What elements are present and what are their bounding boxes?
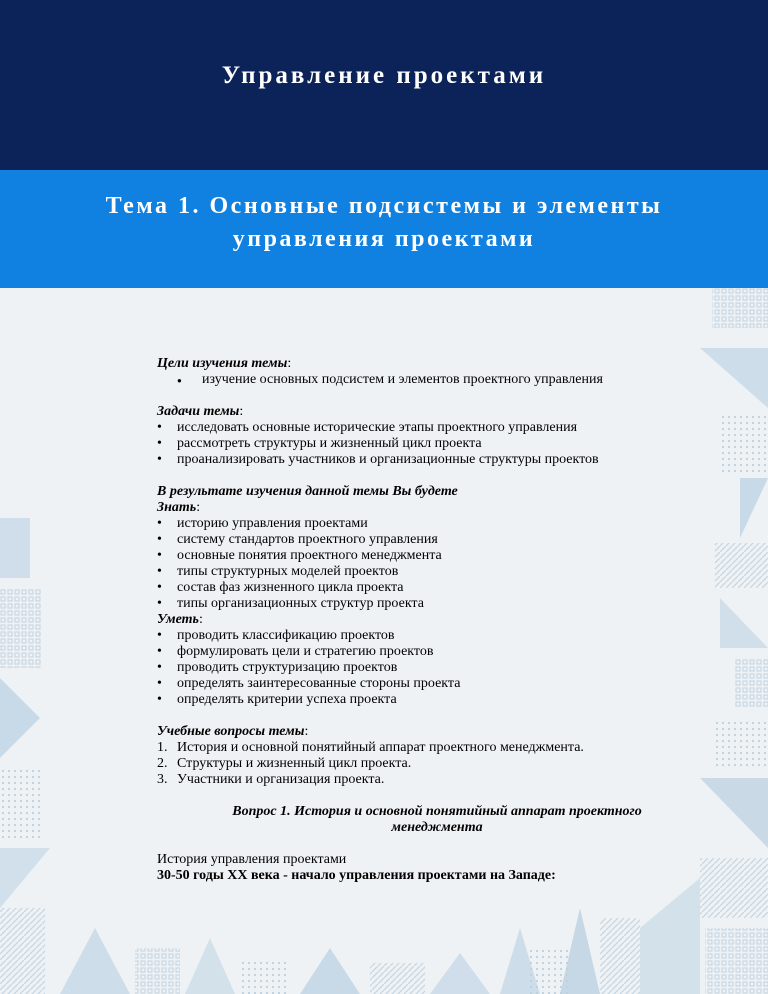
list-item: • определять заинтересованные стороны проекта [157, 676, 717, 692]
questions-list [157, 740, 717, 788]
goals-heading-line: Цели изучения темы: [157, 356, 292, 371]
list-item [157, 740, 717, 756]
results-heading: В результате изучения данной темы Вы будете [157, 484, 458, 499]
history-heading: История управления проектами [157, 852, 347, 867]
know-heading-line: Знать: [157, 500, 201, 515]
can-list [157, 628, 717, 708]
item-number: 2. [157, 756, 168, 771]
item-text: История и основной понятийный аппарат проектного менеджмента. [177, 740, 584, 755]
list-item: • формулировать цели и стратегию проектов [157, 644, 717, 660]
document-title: Управление проектами [221, 62, 547, 89]
list-item [157, 756, 717, 772]
topic-title [0, 190, 768, 256]
list-item: ● изучение основных подсистем и элементов проектного управления [177, 372, 717, 388]
topic-content [157, 356, 717, 884]
list-item: • типы организационных структур проекта [157, 596, 717, 612]
tasks-list [157, 420, 717, 468]
list-item: • основные понятия проектного менеджмента [157, 548, 717, 564]
can-heading: Уметь [157, 612, 199, 627]
item-number: 3. [157, 772, 168, 787]
questions-heading-line: Учебные вопросы темы: [157, 724, 309, 739]
tasks-heading: Задачи темы [157, 404, 240, 419]
question-1-title-line-2: менеджмента [391, 820, 483, 835]
tasks-heading-line: Задачи темы: [157, 404, 244, 419]
list-item: • определять критерии успеха проекта [157, 692, 717, 708]
goals-heading: Цели изучения темы [157, 356, 288, 371]
list-item: • типы структурных моделей проектов [157, 564, 717, 580]
list-item: • проанализировать участников и организационные структуры проектов [157, 452, 717, 468]
question-1-title-line-1: Вопрос 1. История и основной понятийный аппарат проектного [232, 804, 642, 819]
list-item: • систему стандартов проектного управления [157, 532, 717, 548]
topic-title-line-2: управления проектами [232, 226, 536, 252]
know-heading: Знать [157, 500, 197, 515]
list-item: • исследовать основные исторические этапы проектного управления [157, 420, 717, 436]
history-subheading: 30-50 годы XX века - начало управления проектами на Западе: [157, 868, 556, 883]
item-text: Структуры и жизненный цикл проекта. [177, 756, 412, 771]
question-1-title [157, 804, 717, 836]
list-item: • рассмотреть структуры и жизненный цикл проекта [157, 436, 717, 452]
know-list [157, 516, 717, 612]
can-heading-line: Уметь: [157, 612, 203, 627]
goals-list [157, 372, 717, 388]
item-text: Участники и организация проекта. [177, 772, 385, 787]
list-item [157, 772, 717, 788]
topic-title-line-1: Тема 1. Основные подсистемы и элементы [105, 193, 663, 219]
item-number: 1. [157, 740, 168, 755]
list-item: • состав фаз жизненного цикла проекта [157, 580, 717, 596]
list-item: • историю управления проектами [157, 516, 717, 532]
list-item: • проводить классификацию проектов [157, 628, 717, 644]
list-item: • проводить структуризацию проектов [157, 660, 717, 676]
questions-heading: Учебные вопросы темы [157, 724, 305, 739]
